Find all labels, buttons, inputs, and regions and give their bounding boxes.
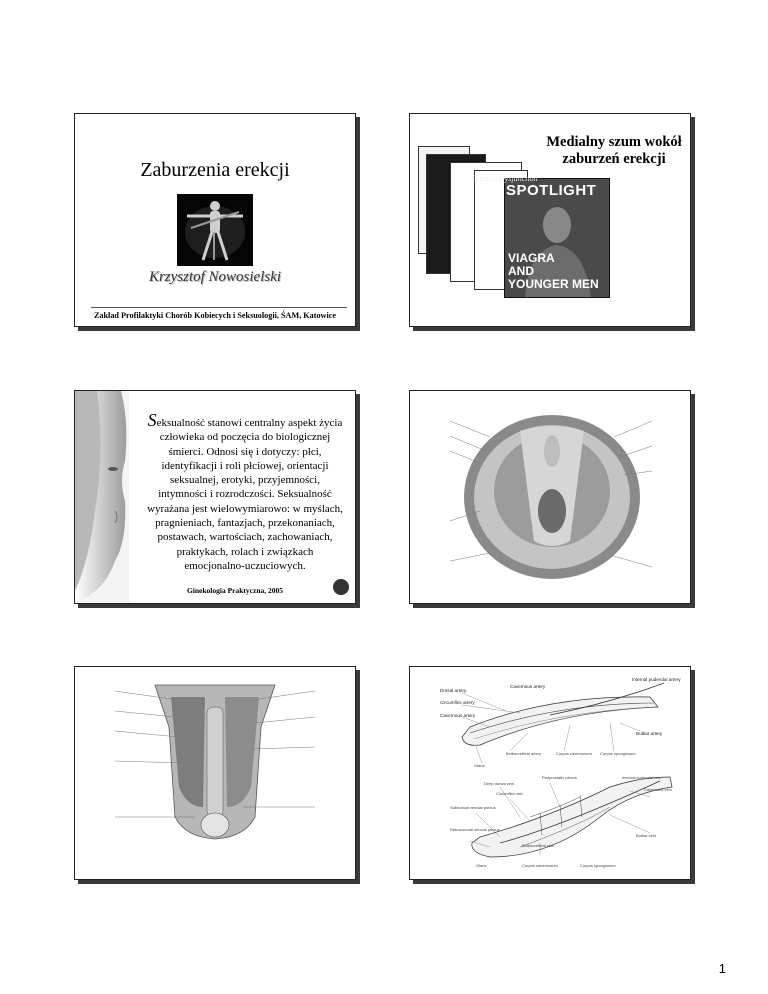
- headline-line-3: YOUNGER MEN: [508, 277, 599, 291]
- slide-title: Zaburzenia erekcji: [140, 159, 290, 181]
- label-cavernous-artery-top: Cavernous artery: [510, 684, 546, 689]
- drop-letter: S: [147, 410, 157, 430]
- journal-logo-icon: [333, 579, 349, 595]
- slide-2: [409, 113, 691, 327]
- slide-title: Medialny szum wokół zaburzeń erekcji: [546, 134, 682, 167]
- divider: [91, 307, 347, 308]
- page-number: 1: [718, 961, 726, 976]
- headline-line-1: VIAGRA: [508, 251, 555, 265]
- label-glans-bottom: Glans: [476, 863, 487, 868]
- slide-3: [74, 390, 356, 604]
- woman-face-image: [75, 391, 129, 603]
- cover-title-ed: Erectile Dysfunction: [472, 174, 538, 183]
- label-cavernous-vein: Cavernous vein: [644, 787, 672, 792]
- cover-spotlight-text: SPOTLIGHT: [506, 182, 597, 199]
- perineum-anatomy-illustration: [410, 391, 690, 603]
- label-circumflex-artery: Circumflex artery: [440, 700, 475, 705]
- quote-source: Ginekologia Praktyczna, 2005: [186, 586, 284, 595]
- headline-line-2: AND: [508, 264, 534, 278]
- quote-body: eksualność stanowi centralny aspekt życia człowieka od poczęcia do biologicznej śmierci. Odnosi się i dotyczy: płci, identyfikacji i roli płciowej, orientacji seksualnej, erotyki, przyjemności, intymności i rozrodczości. Seksualność wyrażana jest wielowymiarowo: w myślach, pragnieniach, fantazjach, przekonaniach, postawach, wartościach, zachowaniach, praktykach, rolach i związkach emocjonalno-uczuciowych.: [147, 417, 343, 572]
- label-internal-pudendal-artery: Internal pudendal artery: [632, 677, 681, 682]
- label-glans-top: Glans: [474, 763, 485, 768]
- label-bulbourethral-artery: Bulbourethral artery: [506, 751, 542, 756]
- label-corpus-cavernosum: Corpus cavernosum: [556, 751, 592, 756]
- vitruvian-man-image: [177, 194, 253, 266]
- penile-anatomy-illustration: [75, 667, 355, 879]
- label-corpus-cavernosum-bottom: Corpus cavernosum: [522, 863, 558, 868]
- label-deep-dorsal-vein: Deep dorsal vein: [484, 781, 515, 786]
- label-bulbar-vein: Bulbar vein: [636, 833, 657, 838]
- slide-1: [74, 113, 356, 327]
- label-retrocoronal-venous-plexus: Retrocoronal venous plexus: [450, 827, 500, 832]
- label-corpus-spongiosum: Corpus spongiosum: [600, 751, 636, 756]
- label-cavernous-artery: Cavernous artery: [440, 713, 476, 718]
- cover-headline: [508, 252, 599, 291]
- label-dorsal-artery: Dorsal artery: [440, 688, 467, 693]
- slide-4: [409, 390, 691, 604]
- label-bulbourethral-vein: Bulbourethral vein: [522, 843, 555, 848]
- label-circumflex-vein: Circumflex vein: [496, 791, 524, 796]
- affiliation: Zakład Profilaktyki Chorób Kobiecych i Seksuologii, ŚAM, Katowice: [93, 311, 337, 320]
- label-corpus-spongiosum-bottom: Corpus spongiosum: [580, 863, 616, 868]
- label-bulbar-artery: Bulbar artery: [636, 731, 663, 736]
- label-subtunical-venular-plexus: Subtunical venular plexus: [450, 805, 496, 810]
- quote-text: [145, 410, 345, 573]
- author-name: Krzysztof Nowosielski: [148, 269, 282, 285]
- slide-6: [409, 666, 691, 880]
- label-internal-pudendal-vein: Internal pudendal vein: [622, 775, 662, 780]
- slide-5: [74, 666, 356, 880]
- label-periprostatic-plexus: Periprostatic plexus: [542, 775, 577, 780]
- penile-vasculature-diagram: [410, 667, 690, 879]
